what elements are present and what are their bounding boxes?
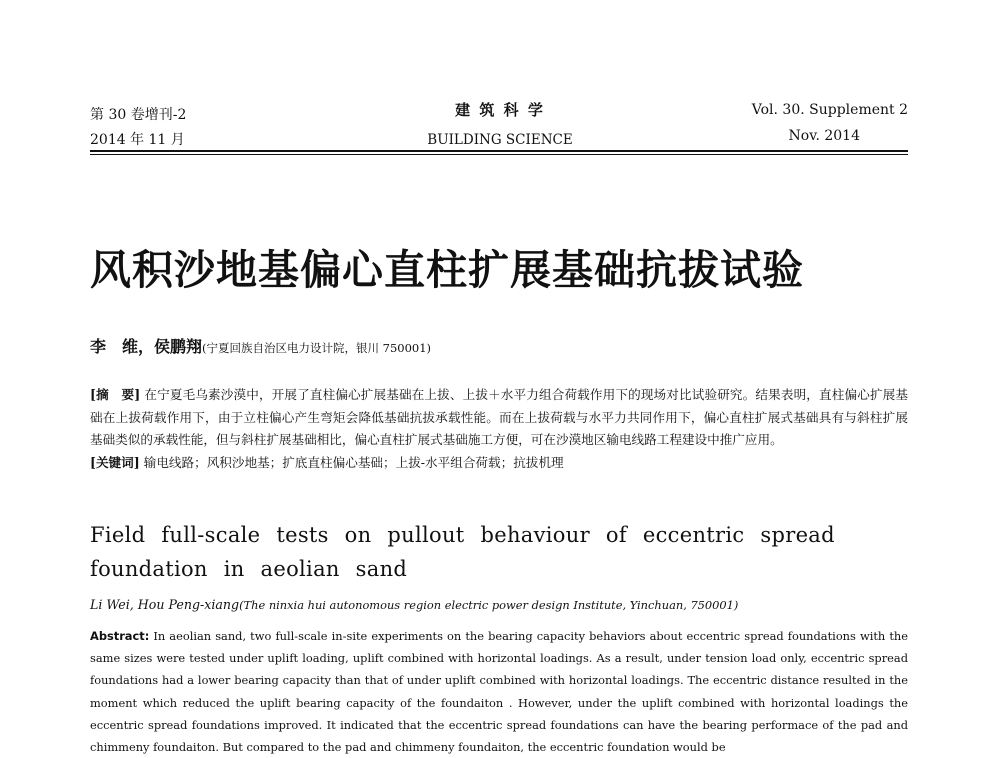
affiliation-en: (The ninxia hui autonomous region electric power design Institute, Yinchuan, 750001)	[239, 598, 739, 612]
author-names-cn: 李 维，侯鹏翔	[90, 337, 203, 356]
issue-date: 2014 年 11 月	[90, 132, 185, 148]
keywords-cn-line	[90, 452, 908, 475]
journal-name-en: BUILDING SCIENCE	[427, 132, 573, 148]
paper-title-en: Field full-scale tests on pullout behaviour of eccentric spread foundation in aeolian sand	[90, 523, 835, 581]
issue-number: 第 30 卷增刊-2	[90, 107, 187, 123]
abstract-cn-paragraph	[90, 384, 908, 452]
abstract-cn	[90, 384, 908, 474]
issue-date-en: Nov. 2014	[788, 128, 860, 144]
authors-en	[90, 596, 738, 614]
author-names-en: Li Wei, Hou Peng-xiang	[90, 597, 240, 612]
abstract-en	[90, 625, 908, 758]
abstract-cn-label: [摘 要]	[90, 387, 141, 402]
paper-title-cn: 风积沙地基偏心直柱扩展基础抗拔试验	[90, 246, 804, 294]
authors-cn	[90, 337, 431, 358]
journal-name-cn: 建 筑 科 学	[455, 101, 545, 119]
keywords-cn-text: 输电线路；风积沙地基；扩底直柱偏心基础；上拔-水平组合荷载；抗拔机理	[143, 454, 564, 470]
abstract-cn-text: 在宁夏毛乌素沙漠中，开展了直柱偏心扩展基础在上拔、上拔＋水平力组合荷载作用下的现场对比试验研究。结果表明，直柱偏心扩展基础在上拔荷载作用下，由于立柱偏心产生弯矩会降低基础抗拔承载性能。而在上拔荷载与水平力共同作用下，偏心直柱扩展式基础具有与斜柱扩展基础类似的承载性能，但与斜柱扩展基础相比，偏心直柱扩展式基础施工方便，可在沙漠地区输电线路工程建设中推广应用。	[90, 387, 908, 447]
volume-info: Vol. 30. Supplement 2	[751, 102, 908, 118]
header-rule-thick	[90, 150, 908, 152]
keywords-cn-label: [关键词]	[90, 454, 140, 470]
abstract-en-text: In aeolian sand, two full-scale in-site experiments on the bearing capacity behaviors about eccentric spread foundations with the same sizes were tested under uplift loading, uplift combined with horizontal loadings. As a result, under tension load only, eccentric spread foundations had a lower bearing capacity than that of under uplift combined with horizontal loadings. The eccentric distance resulted in the moment which reduced the uplift bearing capacity of the foundaiton . However, under the uplift combined with horizontal loadings the eccentric spread foundations improved. It indicated that the eccentric spread foundations can have the bearing performace of the pad and chimmeny foundaiton. But compared to the pad and chimmeny foundaiton, the eccentric foundation would be	[90, 629, 909, 755]
affiliation-cn: (宁夏回族自治区电力设计院，银川 750001)	[202, 341, 432, 355]
abstract-en-label: Abstract:	[90, 629, 150, 643]
header-rule-thin	[90, 154, 908, 155]
